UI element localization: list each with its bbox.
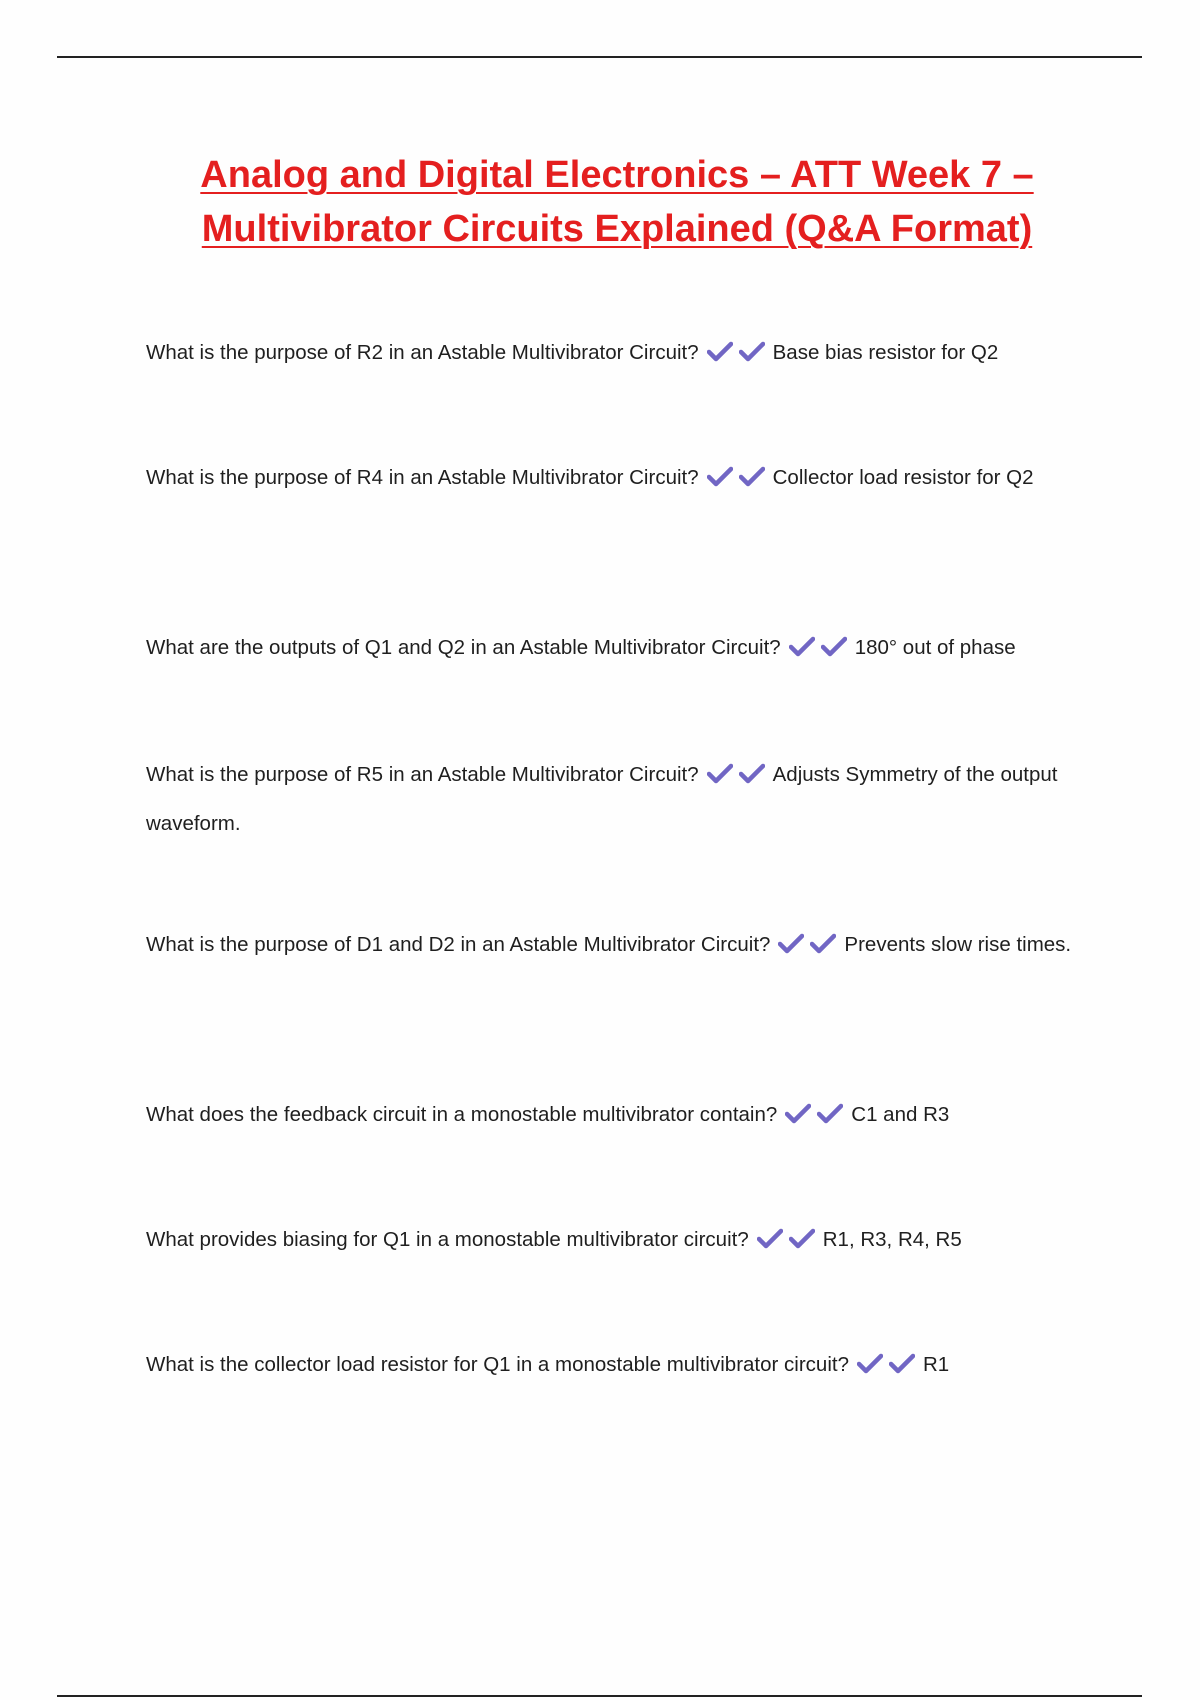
check-icon <box>707 466 733 488</box>
question-text: What are the outputs of Q1 and Q2 in an Astable Multivibrator Circuit? <box>146 636 781 659</box>
check-icon <box>789 636 815 658</box>
question-text: What is the collector load resistor for Q1 in a monostable multivibrator circuit? <box>146 1353 849 1376</box>
question-text: What provides biasing for Q1 in a monostable multivibrator circuit? <box>146 1228 749 1251</box>
answer-text: 180° out of phase <box>854 636 1016 659</box>
check-icon <box>810 933 836 955</box>
answer-text: Adjusts Symmetry of the output waveform. <box>146 763 1058 835</box>
qa-item-7 <box>146 1217 1096 1266</box>
answer-text: Prevents slow rise times. <box>844 933 1072 956</box>
check-icon <box>857 1353 883 1375</box>
question-text: What is the purpose of D1 and D2 in an Astable Multivibrator Circuit? <box>146 933 771 956</box>
double-check-icon <box>785 1096 849 1141</box>
document-title <box>100 148 1134 256</box>
check-icon <box>821 636 847 658</box>
double-check-icon <box>789 629 853 674</box>
answer-text: R1, R3, R4, R5 <box>822 1228 962 1251</box>
qa-item-6 <box>146 1092 1096 1141</box>
qa-item-1 <box>146 330 1096 379</box>
check-icon <box>739 341 765 363</box>
answer-text: Collector load resistor for Q2 <box>772 466 1034 489</box>
check-icon <box>757 1228 783 1250</box>
title-line-2: Multivibrator Circuits Explained (Q&A Format) <box>201 208 1033 250</box>
double-check-icon <box>707 756 771 801</box>
check-icon <box>778 933 804 955</box>
check-icon <box>817 1103 843 1125</box>
question-text: What does the feedback circuit in a monostable multivibrator contain? <box>146 1103 778 1126</box>
answer-text: Base bias resistor for Q2 <box>772 341 999 364</box>
answer-text: R1 <box>922 1353 950 1376</box>
double-check-icon <box>757 1221 821 1266</box>
question-text: What is the purpose of R4 in an Astable Multivibrator Circuit? <box>146 466 699 489</box>
check-icon <box>739 763 765 785</box>
qa-item-2 <box>146 455 1096 504</box>
check-icon <box>889 1353 915 1375</box>
qa-item-3 <box>146 625 1096 674</box>
check-icon <box>789 1228 815 1250</box>
question-text: What is the purpose of R5 in an Astable Multivibrator Circuit? <box>146 763 699 786</box>
footer-rule <box>57 1695 1142 1697</box>
title-line-1: Analog and Digital Electronics – ATT Week 7 – <box>200 154 1034 196</box>
double-check-icon <box>707 334 771 379</box>
qa-item-5 <box>146 922 1096 971</box>
check-icon <box>707 341 733 363</box>
qa-item-8 <box>146 1342 1096 1391</box>
double-check-icon <box>857 1346 921 1391</box>
qa-item-4 <box>146 752 1096 846</box>
double-check-icon <box>778 926 842 971</box>
answer-text: C1 and R3 <box>851 1103 950 1126</box>
check-icon <box>785 1103 811 1125</box>
double-check-icon <box>707 459 771 504</box>
check-icon <box>707 763 733 785</box>
question-text: What is the purpose of R2 in an Astable Multivibrator Circuit? <box>146 341 699 364</box>
header-rule <box>57 56 1142 58</box>
check-icon <box>739 466 765 488</box>
